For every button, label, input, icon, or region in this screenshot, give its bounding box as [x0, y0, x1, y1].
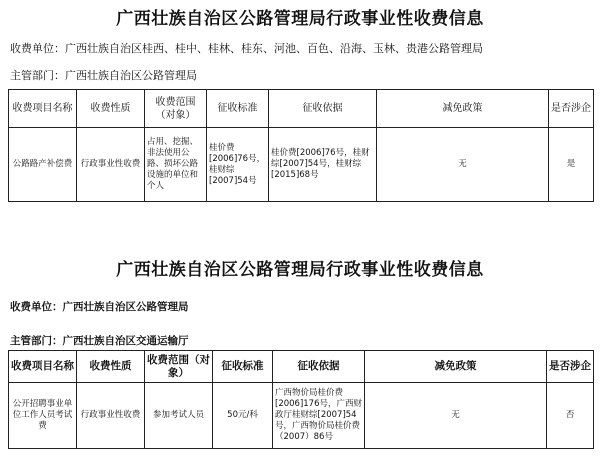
- header-cell: 减免政策: [377, 90, 549, 128]
- fee-unit-line: [0, 298, 600, 316]
- page-title: 广西壮族自治区公路管理局行政事业性收费信息: [116, 260, 484, 280]
- header-cell: 收费性质: [77, 90, 145, 128]
- table-row: [9, 383, 594, 449]
- fee-scope-cell: 占用、挖掘、非法使用公路、损坏公路设施的单位和个人: [145, 128, 207, 202]
- fee-nature-cell: 行政事业性收费: [77, 383, 145, 449]
- fee-policy-cell: 无: [377, 128, 549, 202]
- header-cell: 征收依据: [269, 90, 377, 128]
- header-cell: 收费项目名称: [9, 351, 77, 383]
- header-cell: 征收标准: [213, 351, 273, 383]
- fee-scope-cell: 参加考试人员: [145, 383, 213, 449]
- department-value: 广西壮族自治区公路管理局: [65, 69, 197, 82]
- header-cell: 收费范围（对象）: [145, 351, 213, 383]
- fee-table: [8, 350, 594, 449]
- department-label: 主管部门：: [10, 335, 63, 347]
- department-line: [0, 332, 600, 350]
- header-cell: 是否涉企: [547, 351, 594, 383]
- header-cell: 减免政策: [365, 351, 547, 383]
- header-cell: 征收依据: [273, 351, 365, 383]
- fee-standard-cell: 桂价费[2006]76号，桂财综[2007]54号: [207, 128, 269, 202]
- table-header-row: [9, 90, 594, 128]
- fee-unit-line: [0, 40, 600, 58]
- page-title: 广西壮族自治区公路管理局行政事业性收费信息: [116, 9, 484, 29]
- fee-basis-cell: 桂价费[2006]76号，桂财综[2007]54号，桂财综[2015]68号: [269, 128, 377, 202]
- fee-info-block-2: [0, 252, 600, 442]
- department-value: 广西壮族自治区交通运输厅: [62, 335, 189, 347]
- fee-info-block-1: [0, 0, 600, 191]
- fee-table: [8, 89, 594, 202]
- enterprise-cell: 是: [549, 128, 594, 202]
- header-cell: 收费项目名称: [9, 90, 77, 128]
- enterprise-cell: 否: [547, 383, 594, 449]
- fee-unit-value: 广西壮族自治区桂西、桂中、桂林、桂东、河池、百色、沿海、玉林、贵港公路管理局: [65, 42, 483, 55]
- header-cell: 是否涉企: [549, 90, 594, 128]
- fee-basis-cell: 广西物价局桂价费[2006]176号，广西财政厅桂财综[2007]54号，广西物价局桂价费（2007）86号: [273, 383, 365, 449]
- fee-name-cell: 公路路产补偿费: [9, 128, 77, 202]
- header-cell: 收费范围（对象）: [145, 90, 207, 128]
- header-cell: 征收标准: [207, 90, 269, 128]
- table-row: [9, 128, 594, 202]
- fee-unit-value: 广西壮族自治区公路管理局: [62, 301, 189, 313]
- fee-standard-cell: 50元/科: [213, 383, 273, 449]
- fee-unit-label: 收费单位：: [10, 301, 63, 313]
- department-label: 主管部门：: [10, 69, 65, 82]
- table-header-row: [9, 351, 594, 383]
- fee-unit-label: 收费单位：: [10, 42, 65, 55]
- header-cell: 收费性质: [77, 351, 145, 383]
- fee-name-cell: 公开招聘事业单位工作人员考试费: [9, 383, 77, 449]
- department-line: [0, 67, 600, 85]
- fee-nature-cell: 行政事业性收费: [77, 128, 145, 202]
- fee-policy-cell: 无: [365, 383, 547, 449]
